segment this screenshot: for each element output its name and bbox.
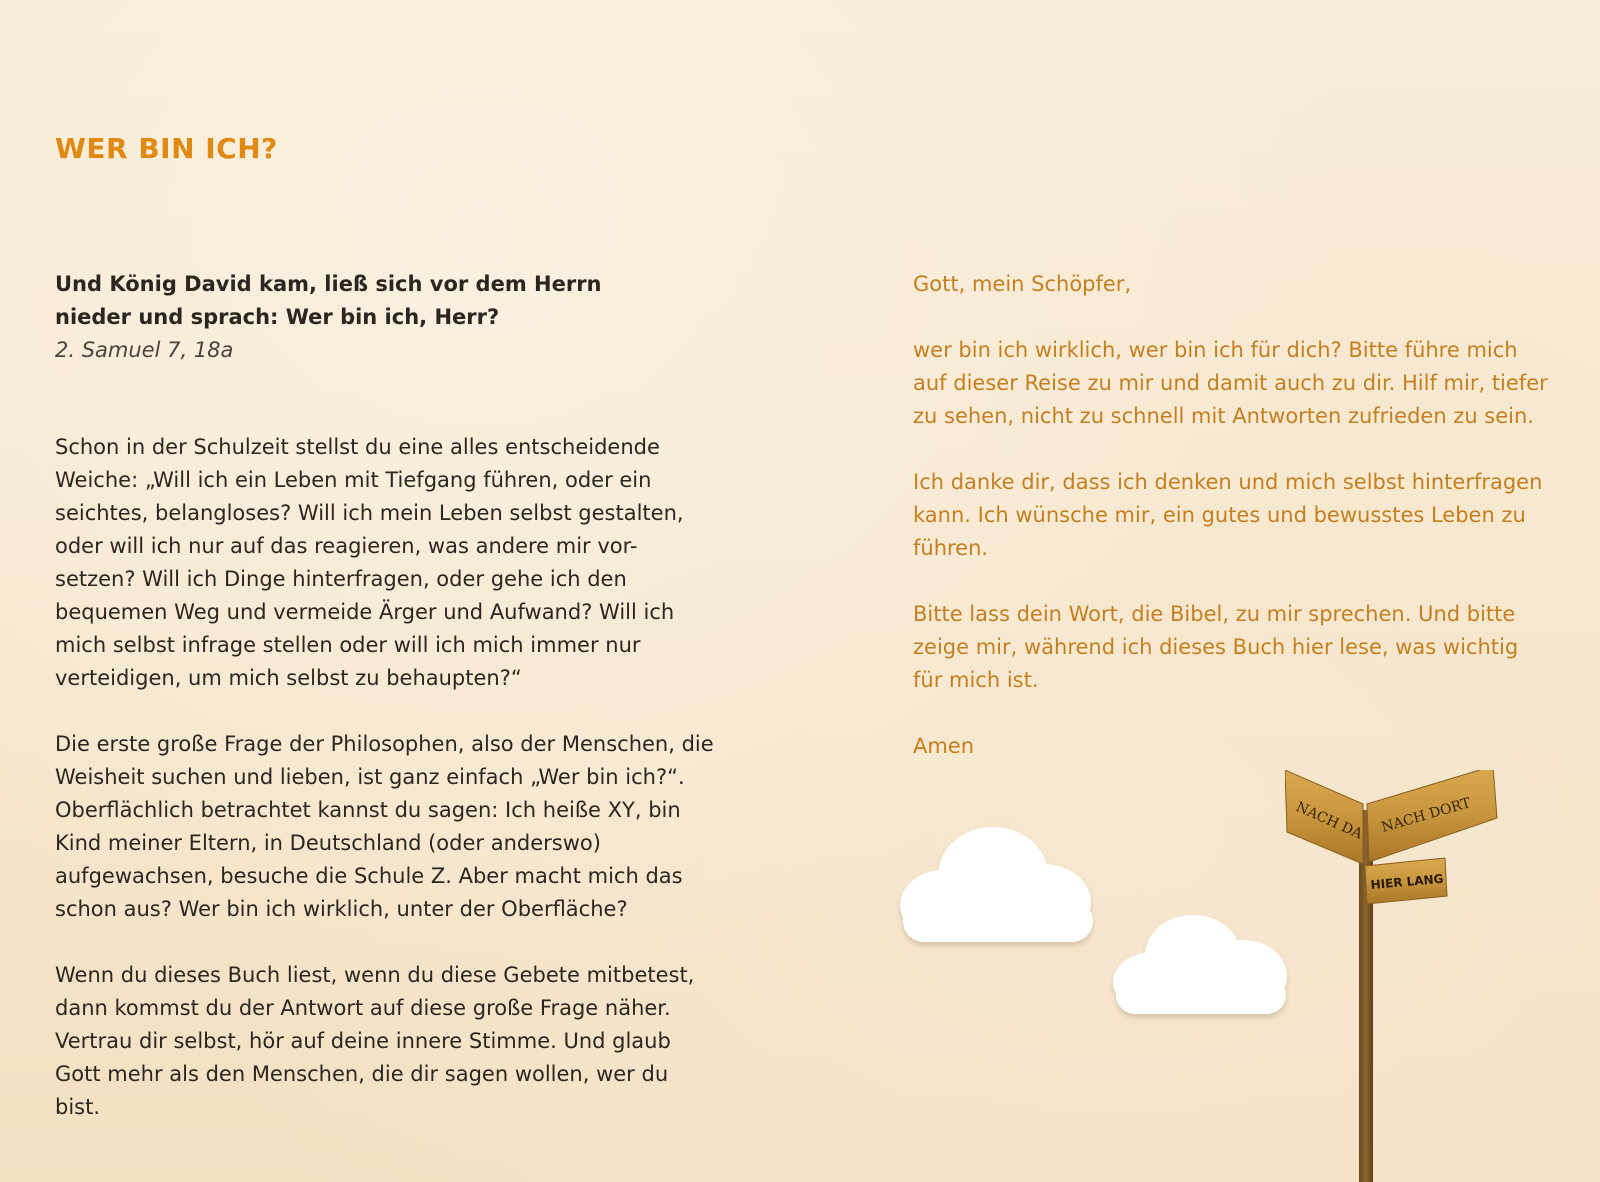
prayer-closing: Amen [913,734,975,758]
bible-verse: Und König David kam, ließ sich vor dem Herrn nieder und sprach: Wer bin ich, Herr? [55,272,602,329]
paragraph: Wenn du dieses Buch liest, wenn du diese Gebete mitbetest, dann kommst du der Antwort auf diese große Frage näher. Vertrau dir selbst, hör auf deine innere Stimme. Und glaub Gott mehr als den Menschen, die dir sagen wollen, wer du bist. [55,963,695,1119]
cloud-icon [1108,910,1298,1025]
left-column [55,268,715,1124]
prayer-paragraph: wer bin ich wirklich, wer bin ich für dich? Bitte führe mich auf dieser Reise zu mir und damit auch zu dir. Hilf mir, tiefer zu sehen, nicht zu schnell mit Antworten zufrieden zu sein. [913,338,1548,428]
prayer-salutation: Gott, mein Schöpfer, [913,272,1132,296]
paragraph: Die erste große Frage der Philosophen, also der Menschen, die Weisheit suchen und lieben, ist ganz einfach „Wer bin ich?“. Oberflächlich betrachtet kannst du sagen: Ich heiße XY, bin Kind meiner Eltern, in Deutschland (oder anderswo) aufgewachsen, besuche die Schule Z. Aber macht mich das schon aus? Wer bin ich wirklich, unter der Oberfläche? [55,732,714,921]
signpost-icon [1285,770,1525,1182]
prayer-paragraph: Ich danke dir, dass ich denken und mich selbst hinterfragen kann. Ich wünsche mir, ein gutes und bewusstes Leben zu führen. [913,470,1543,560]
sign-right-text: NACH DORT [1379,795,1473,836]
prayer-column [913,268,1553,763]
sign-small-text: HIER LANG [1370,871,1444,892]
verse-reference: 2. Samuel 7, 18a [55,338,234,362]
cloud-icon [893,820,1103,955]
sign-left-text: NACH DA [1293,799,1365,843]
prayer-paragraph: Bitte lass dein Wort, die Bibel, zu mir sprechen. Und bitte zeige mir, während ich dieses Buch hier lese, was wichtig für mich ist. [913,602,1519,692]
paragraph: Schon in der Schulzeit stellst du eine alles entscheidende Weiche: „Will ich ein Leben mit Tiefgang führen, oder ein seichtes, belangloses? Will ich mein Leben selbst gestalten, oder will ich nur auf das reagieren, was andere mir vor-setzen? Will ich Dinge hinterfragen, oder gehe ich den bequemen Weg und vermeide Ärger und Aufwand? Will ich mich selbst infrage stellen oder will ich mich immer nur verteidigen, um mich selbst zu behaupten?“ [55,435,684,690]
page-title: WER BIN ICH? [55,132,278,165]
